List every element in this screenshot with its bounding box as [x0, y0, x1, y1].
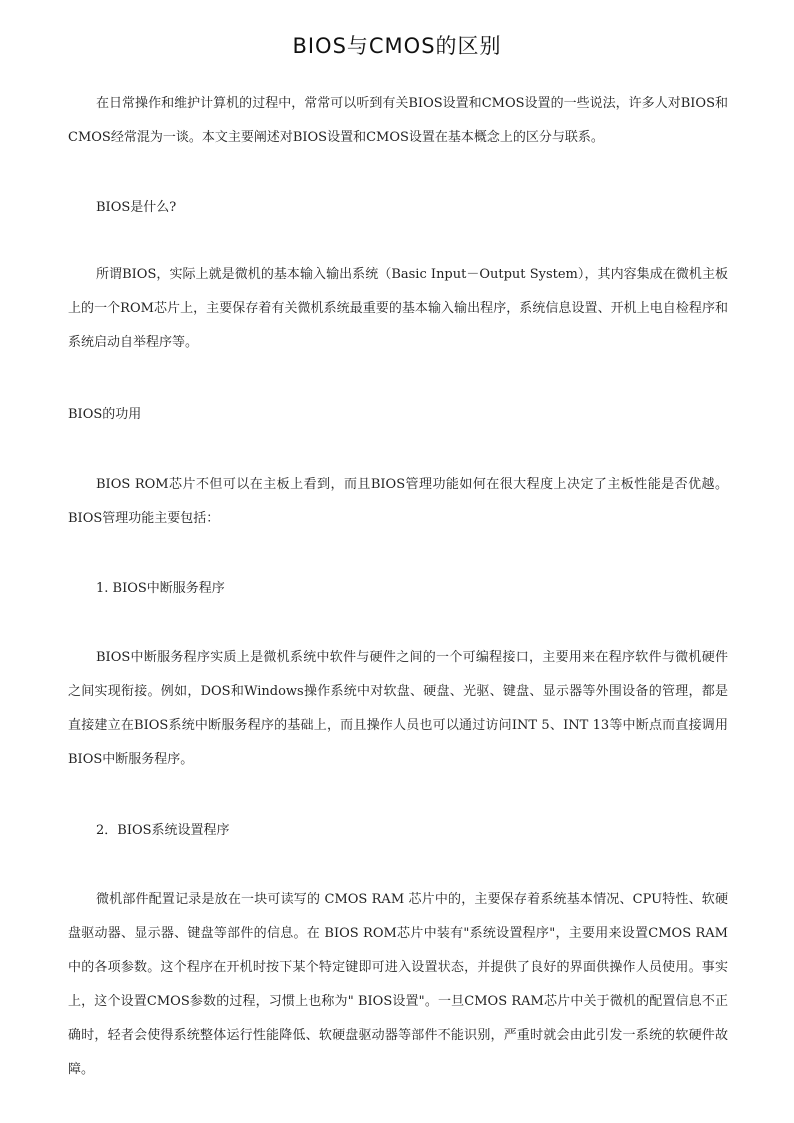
intro-paragraph: 在日常操作和维护计算机的过程中，常常可以听到有关BIOS设置和CMOS设置的一些说法，许多人对BIOS和CMOS经常混为一谈。本文主要阐述对BIOS设置和CMOS设置在基本概念上的区分与联系。	[68, 96, 728, 145]
bios-functions-paragraph: BIOS ROM芯片不但可以在主板上看到，而且BIOS管理功能如何在很大程度上决定了主板性能是否优越。BIOS管理功能主要包括：	[68, 477, 728, 526]
heading-bios-functions: BIOS的功用	[68, 407, 142, 422]
heading-interrupt-service: 1. BIOS中断服务程序	[96, 581, 225, 596]
setup-program-paragraph: 微机部件配置记录是放在一块可读写的 CMOS RAM 芯片中的，主要保存着系统基本情况、CPU特性、软硬盘驱动器、显示器、键盘等部件的信息。在 BIOS ROM芯片中装有"系统设置程序"，主要用来设置CMOS RAM中的各项参数。这个程序在开机时按下某个特定键即可进入设置状态，并提供了良好的界面供操作人员使用。事实上，这个设置CMOS参数的过程，习惯上也称为" BIOS设置"。一旦CMOS RAM芯片中关于微机的配置信息不正确时，轻者会使得系统整体运行性能降低、软硬盘驱动器等部件不能识别，严重时就会由此引发一系统的软硬件故障。	[68, 892, 728, 1077]
bios-definition-paragraph: 所谓BIOS，实际上就是微机的基本输入输出系统（Basic Input－Output System），其内容集成在微机主板上的一个ROM芯片上，主要保存着有关微机系统最重要的基本输入输出程序，系统信息设置、开机上电自检程序和系统启动自举程序等。	[68, 267, 728, 350]
interrupt-service-paragraph: BIOS中断服务程序实质上是微机系统中软件与硬件之间的一个可编程接口，主要用来在程序软件与微机硬件之间实现衔接。例如，DOS和Windows操作系统中对软盘、硬盘、光驱、键盘、显示器等外围设备的管理，都是直接建立在BIOS系统中断服务程序的基础上，而且操作人员也可以通过访问INT 5、INT 13等中断点而直接调用BIOS中断服务程序。	[68, 650, 728, 767]
document-title: BIOS与CMOS的区别	[292, 34, 502, 58]
heading-setup-program: 2．BIOS系统设置程序	[96, 823, 230, 838]
heading-what-is-bios: BIOS是什么?	[96, 200, 177, 215]
